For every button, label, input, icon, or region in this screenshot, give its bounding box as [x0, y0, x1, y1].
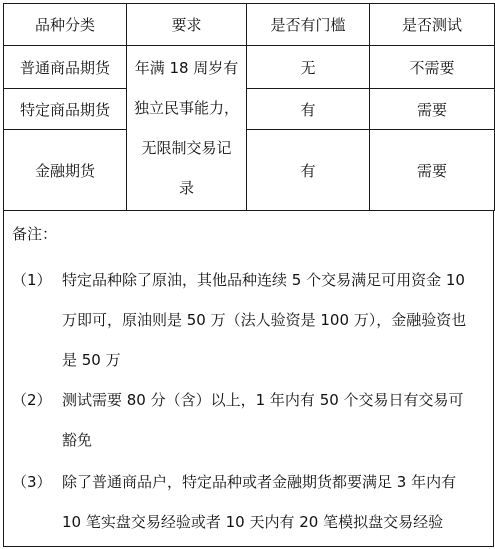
note-line: 万即可，原油则是 50 万（法人验资是 100 万），金融验资也 [62, 311, 467, 329]
table-header-row [4, 4, 495, 46]
table-row [4, 46, 495, 89]
note-number: （2） [12, 391, 52, 409]
note-line: 豁免 [62, 431, 93, 449]
note-number: （3） [12, 473, 52, 491]
row-category: 金融期货 [4, 130, 127, 211]
row-threshold: 无 [247, 46, 370, 89]
note-text [62, 380, 485, 460]
row-test: 需要 [370, 130, 495, 211]
header-threshold: 是否有门槛 [247, 4, 370, 46]
notes-section [3, 211, 494, 547]
row-threshold: 有 [247, 130, 370, 211]
note-line: 特定品种除了原油，其他品种连续 5 个交易满足可用资金 10 [62, 271, 465, 289]
note-line: 10 笔实盘交易经验或者 10 天内有 20 笔模拟盘交易经验 [62, 513, 444, 531]
row-category: 特定商品期货 [4, 89, 127, 130]
table-row [4, 130, 495, 211]
row-category: 普通商品期货 [4, 46, 127, 89]
note-line: 是 50 万 [62, 351, 121, 369]
row-threshold: 有 [247, 89, 370, 130]
notes-title: 备注： [12, 225, 58, 243]
header-requirement: 要求 [127, 4, 247, 46]
requirement-line: 年满 18 周岁有 [134, 59, 239, 77]
note-line: 除了普通商品户，特定品种或者金融期货都要满足 3 年内有 [62, 473, 457, 491]
header-category: 品种分类 [4, 4, 127, 46]
requirement-line: 录 [178, 179, 194, 197]
row-test: 需要 [370, 89, 495, 130]
note-text [62, 462, 485, 542]
table-row [4, 89, 495, 130]
note-line: 测试需要 80 分（含）以上，1 年内有 50 个交易日有交易可 [62, 391, 464, 409]
requirement-line: 无限制交易记 [141, 139, 232, 157]
row-test: 不需要 [370, 46, 495, 89]
requirement-cell [127, 46, 247, 211]
header-test: 是否测试 [370, 4, 495, 46]
note-number: （1） [12, 271, 52, 289]
note-text [62, 260, 485, 380]
futures-account-table [3, 3, 495, 211]
requirement-line: 独立民事能力， [133, 99, 239, 117]
